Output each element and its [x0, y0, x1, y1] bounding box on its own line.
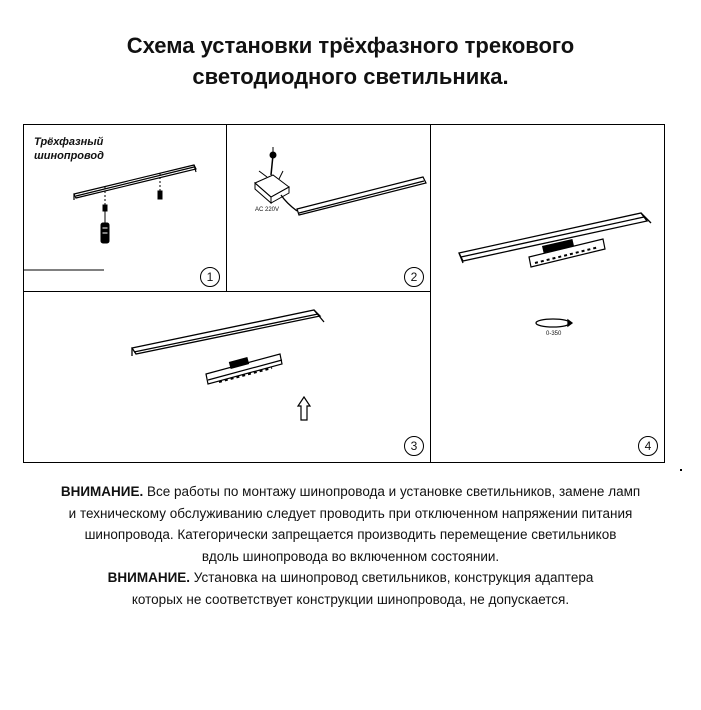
installation-diagram-grid: [23, 124, 665, 463]
warning-line-1: ВНИМАНИЕ. Все работы по монтажу шинопровода и установке светильников, замене ламп: [60, 484, 641, 499]
track-rail-illustration: [132, 310, 324, 356]
voltage-label: AC 220V: [255, 207, 280, 213]
panel-3-drawing: [24, 292, 431, 462]
panel-1-mount-track: [24, 125, 227, 292]
power-cable: [281, 195, 297, 211]
warning-line-6: которых не соответствует конструкции шинопровода, не допускается.: [131, 591, 570, 607]
panel-1-drawing: [24, 125, 227, 292]
rotation-label: 0-350: [546, 331, 562, 337]
busbar-label: Трёхфазный шинопровод: [34, 136, 104, 162]
step-number-3: 3: [404, 436, 424, 456]
decorative-dot: [680, 469, 682, 471]
step-number-4: 4: [638, 436, 658, 456]
junction-box-icon: [255, 147, 289, 203]
warning-notice: [0, 481, 701, 610]
step-number-2: 2: [404, 267, 424, 287]
warning-line-5: ВНИМАНИЕ. Установка на шинопровод светильников, конструкция адаптера: [107, 570, 594, 585]
warning-heading-2: ВНИМАНИЕ.: [107, 570, 191, 585]
warning-line-3: шинопровода. Категорически запрещается производить перемещение светильников: [84, 527, 617, 542]
rotation-arrow-icon: [536, 319, 572, 327]
step-number-1: 1: [200, 267, 220, 287]
track-rail-illustration: [297, 177, 426, 215]
warning-line-4: вдоль шинопровода во включенном состоянии.: [201, 548, 500, 564]
up-arrow-icon: [298, 397, 310, 420]
luminaire-icon: [206, 354, 282, 384]
panel-2-connect-power: [227, 125, 431, 292]
track-rail-illustration: [74, 165, 196, 200]
warning-line-2: и техническому обслуживанию следует проводить при отключенном напряжении питания: [68, 505, 633, 521]
title-line-2: светодиодного светильника.: [192, 64, 509, 89]
screwdriver-icon: [101, 211, 109, 243]
panel-4-rotate-luminaire: [431, 125, 664, 462]
panel-4-drawing: [431, 125, 664, 462]
title-line-1: Схема установки трёхфазного трекового: [126, 33, 575, 58]
panel-3-insert-luminaire: [24, 292, 431, 462]
page-title: [0, 30, 701, 92]
warning-heading-1: ВНИМАНИЕ.: [60, 484, 144, 499]
